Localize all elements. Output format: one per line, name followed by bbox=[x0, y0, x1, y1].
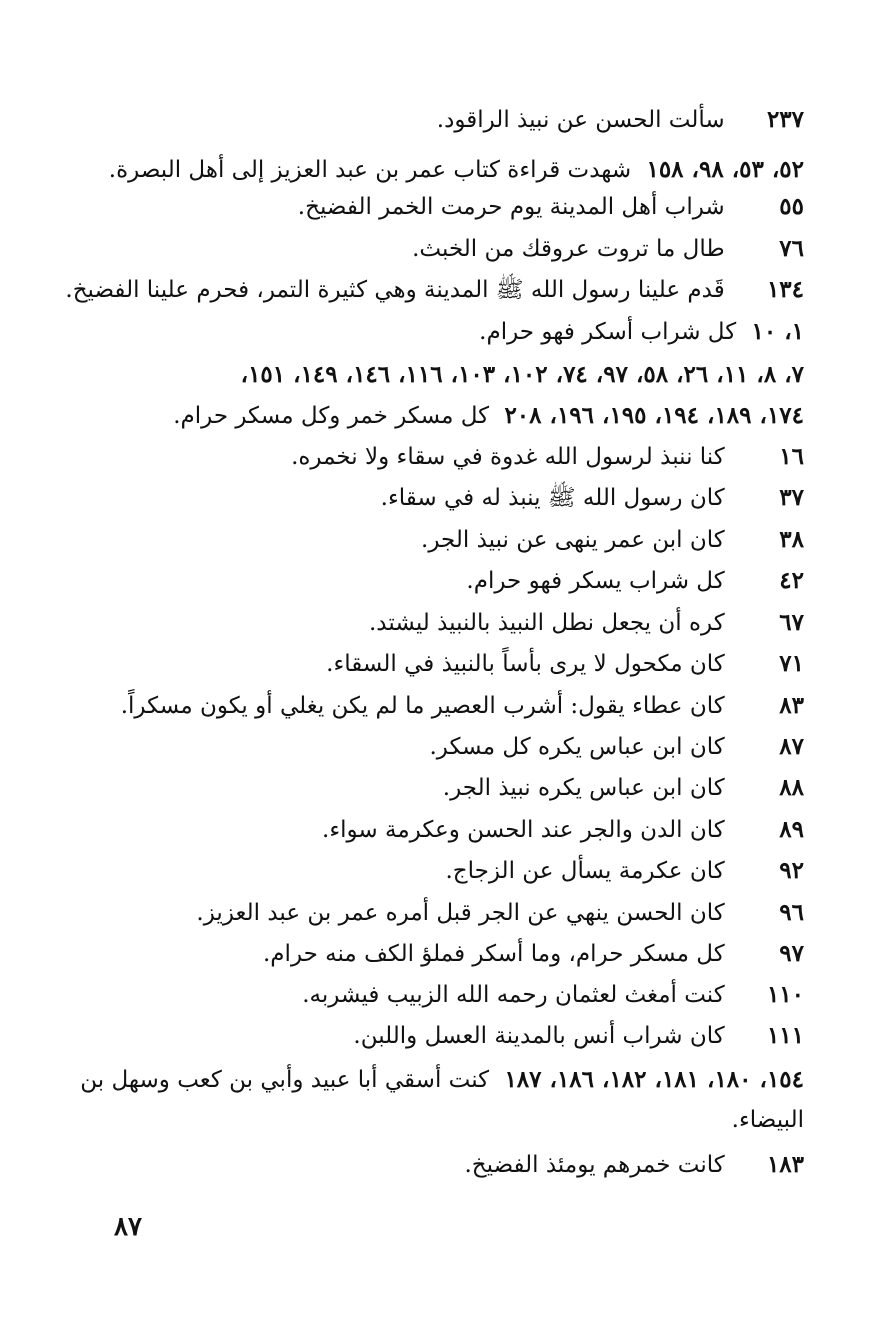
entry-number: ١٣٤ bbox=[766, 276, 804, 303]
entry-text: كان شراب أنس بالمدينة العسل واللبن. bbox=[353, 1023, 725, 1049]
entry bbox=[84, 810, 804, 850]
entry-number: ٢٣٧ bbox=[766, 106, 804, 133]
entry-text: كان الحسن ينهي عن الجر قبل أمره عمر بن عبد العزيز. bbox=[196, 900, 725, 926]
entry bbox=[14, 396, 804, 436]
entry bbox=[84, 187, 804, 227]
entry-number: ١٧٤، ١٨٩، ١٩٤، ١٩٥، ١٩٦، ٢٠٨ bbox=[504, 402, 804, 429]
page-number: ٨٧ bbox=[114, 1212, 142, 1242]
entry bbox=[84, 229, 804, 269]
entry bbox=[84, 1145, 804, 1185]
entry bbox=[84, 603, 804, 643]
entry-number: ١٦ bbox=[779, 443, 804, 470]
entry bbox=[84, 686, 804, 726]
entry-text: كل مسكر حرام، وما أسكر فملؤ الكف منه حرام. bbox=[263, 941, 725, 967]
entry-number: ٧٦ bbox=[779, 235, 804, 262]
entry-text: كل شراب أسكر فهو حرام. bbox=[479, 319, 737, 345]
entry-text: كان عطاء يقول: أشرب العصير ما لم يكن يغلي أو يكون مسكراً. bbox=[120, 693, 725, 719]
entry bbox=[84, 561, 804, 601]
entry-number: ٩٧ bbox=[779, 940, 804, 967]
entry-number: ١١٠ bbox=[766, 981, 804, 1008]
entry-number: ٩٦ bbox=[779, 899, 804, 926]
entry-text: كانت خمرهم يومئذ الفضيخ. bbox=[464, 1152, 725, 1178]
entry-text: كان عكرمة يسأل عن الزجاج. bbox=[445, 858, 725, 884]
entry bbox=[14, 355, 804, 395]
entry-number: ٨٣ bbox=[779, 692, 804, 719]
entry-number: ٧١ bbox=[779, 650, 804, 677]
entry-number: ٦٧ bbox=[779, 609, 804, 636]
entry-number: ٨٩ bbox=[779, 816, 804, 843]
entry-text: كان مكحول لا يرى بأساً بالنبيذ في السقاء. bbox=[326, 651, 725, 677]
entry-text: كان رسول الله ﷺ ينبذ له في سقاء. bbox=[380, 485, 725, 511]
entry-text: كره أن يجعل نطل النبيذ بالنبيذ ليشتد. bbox=[369, 610, 725, 636]
entry-number: ١٥٤، ١٨٠، ١٨١، ١٨٢، ١٨٦، ١٨٧ bbox=[504, 1066, 804, 1093]
entry bbox=[84, 851, 804, 891]
entry bbox=[84, 644, 804, 684]
entry-number: ٨٨ bbox=[779, 774, 804, 801]
entry-number: ١، ١٠ bbox=[751, 318, 804, 345]
entry-number: ٧، ٨، ١١، ٢٦، ٥٨، ٩٧، ٧٤، ١٠٢، ١٠٣، ١١٦، ١٤٦، ١٤٩، ١٥١، bbox=[240, 361, 804, 388]
entry bbox=[84, 727, 804, 767]
entry bbox=[84, 478, 804, 518]
entry bbox=[84, 768, 804, 808]
entry-text: كل شراب يسكر فهو حرام. bbox=[466, 568, 725, 594]
entry bbox=[24, 150, 804, 190]
entry-text: قَدم علينا رسول الله ﷺ المدينة وهي كثيرة التمر، فحرم علينا الفضيخ. bbox=[65, 277, 725, 303]
entry-number: ٤٢ bbox=[779, 567, 804, 594]
entry-number: ٣٨ bbox=[779, 526, 804, 553]
entry bbox=[84, 437, 804, 477]
entry bbox=[84, 975, 804, 1015]
entry-text: شهدت قراءة كتاب عمر بن عبد العزيز إلى أهل البصرة. bbox=[108, 157, 632, 183]
entry-text: كل مسكر خمر وكل مسكر حرام. bbox=[173, 403, 490, 429]
entry-text: كان الدن والجر عند الحسن وعكرمة سواء. bbox=[322, 817, 725, 843]
entry-number: ١١١ bbox=[766, 1022, 804, 1049]
entry-number: ٨٧ bbox=[779, 733, 804, 760]
entry-number: ٣٧ bbox=[779, 484, 804, 511]
entry-text: طال ما تروت عروقك من الخبث. bbox=[412, 236, 725, 262]
entry bbox=[84, 1016, 804, 1056]
entry bbox=[24, 1060, 804, 1140]
entry-text: كنت أمغث لعثمان رحمه الله الزبيب فيشربه. bbox=[302, 982, 725, 1008]
entry bbox=[84, 934, 804, 974]
entry bbox=[24, 270, 804, 310]
entry-number: ٩٢ bbox=[779, 857, 804, 884]
entry-number: ٥٢، ٥٣، ٩٨، ١٥٨ bbox=[646, 156, 804, 183]
entry bbox=[84, 893, 804, 933]
entry bbox=[84, 520, 804, 560]
entry-number: ١٨٣ bbox=[766, 1151, 804, 1178]
entry bbox=[84, 312, 804, 352]
entry-text: سألت الحسن عن نبيذ الراقود. bbox=[436, 107, 725, 133]
entry-text: كان ابن عمر ينهى عن نبيذ الجر. bbox=[421, 527, 725, 553]
entry-text: شراب أهل المدينة يوم حرمت الخمر الفضيخ. bbox=[297, 194, 725, 220]
entry-text: كنا ننبذ لرسول الله غدوة في سقاء ولا نخمره. bbox=[291, 444, 725, 470]
entry-text: كنت أسقي أبا عبيد وأبي بن كعب وسهل بن البيضاء. bbox=[80, 1067, 804, 1133]
entry-text: كان ابن عباس يكره كل مسكر. bbox=[429, 734, 725, 760]
entry-text: كان ابن عباس يكره نبيذ الجر. bbox=[442, 775, 725, 801]
entry-number: ٥٥ bbox=[779, 193, 804, 220]
entry bbox=[84, 100, 804, 140]
